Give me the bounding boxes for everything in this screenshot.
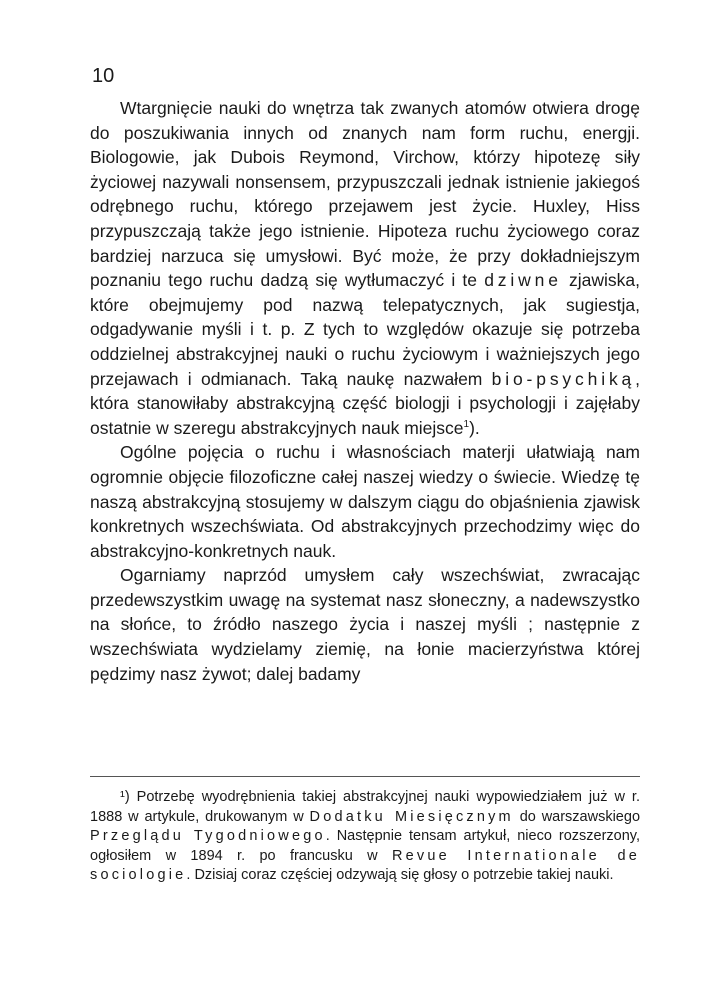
text-run: Ogólne pojęcia o ruchu i własnościach materji ułatwiają nam ogromnie objęcie filozoficzne całej naszej wiedzy o świecie. Wiedzę tę naszą abstrakcyjną stosujemy w dalszym ciągu do objaśnienia zjawisk konkretnych wszechświata. Od abstrakcyjnych przechodzimy więc do abstrakcyjno-konkretnych nauk. <box>90 442 640 561</box>
text-run: zjawiska, które obejmujemy pod nazwą telepatycznych, jak sugiestja, odgadywanie myśli i t. p. Z tych to względów okazuje się potrzeba oddzielnej abstrakcyjnej nauki o ruchu życiowym i ważniejszych jego przejawach i odmianach. Taką naukę nazwałem <box>90 270 640 389</box>
paragraph <box>90 563 640 686</box>
text-run: ). <box>469 417 480 438</box>
spaced-emphasis: Przeglądu Tygodniowego <box>90 828 326 845</box>
text-run: . Dzisiaj coraz częściej odzywają się głosy o potrzebie takiej nauki. <box>186 867 614 884</box>
spaced-emphasis: Dodatku Miesięcznym <box>309 808 514 825</box>
text-run: Wtargnięcie nauki do wnętrza tak zwanych atomów otwiera drogę do poszukiwania innych od znanych nam form ruchu, energji. Biologowie, jak Dubois Reymond, Virchow, którzy hipotezę siły życiowej nazywali nonsensem, przypuszczali jednak istnienie jakiegoś odrębnego ruchu, którego przejawem jest życie. Huxley, Hiss przypuszczają także jego istnienie. Hipoteza ruchu życiowego coraz bardziej narzuca się umysłowi. Być może, że przy dokładniejszym poznaniu tego ruchu dadzą się wytłumaczyć i te <box>90 98 640 291</box>
spaced-emphasis: Revue Internationale de sociologie <box>90 847 640 884</box>
footnote-divider <box>90 776 640 777</box>
footnote-paragraph <box>90 788 640 886</box>
text-run: . Następnie tensam artykuł, nieco rozszerzony, ogłosiłem w 1894 r. po francusku w <box>90 828 640 864</box>
spaced-emphasis: dziwne <box>484 270 562 291</box>
text-run: ¹) Potrzebę wyodrębnienia takiej abstrakcyjnej nauki wypowiedziałem już w r. 1888 w artykule, drukowanym w <box>90 789 640 825</box>
body-text <box>90 96 640 686</box>
text-run: Ogarniamy naprzód umysłem cały wszechświat, zwracając przedewszystkim uwagę na systemat nasz słoneczny, a nadewszystko na słońce, to źródło naszego życia i naszej myśli ; następnie z wszechświata wydzielamy ziemię, na łonie macierzyństwa której pędzimy nasz żywot; dalej badamy <box>90 565 640 684</box>
text-run: , która stanowiłaby abstrakcyjną część biologji i psychologji i zajęłaby ostatnie w szeregu abstrakcyjnych nauk miejsce <box>90 368 640 438</box>
spaced-emphasis: bio-psychiką <box>491 368 636 389</box>
page-number: 10 <box>92 65 115 87</box>
footnote-marker: 1 <box>463 418 470 430</box>
footnote <box>90 788 640 886</box>
paragraph <box>90 440 640 563</box>
text-run: do warszawskiego <box>513 808 641 825</box>
paragraph <box>90 96 640 440</box>
